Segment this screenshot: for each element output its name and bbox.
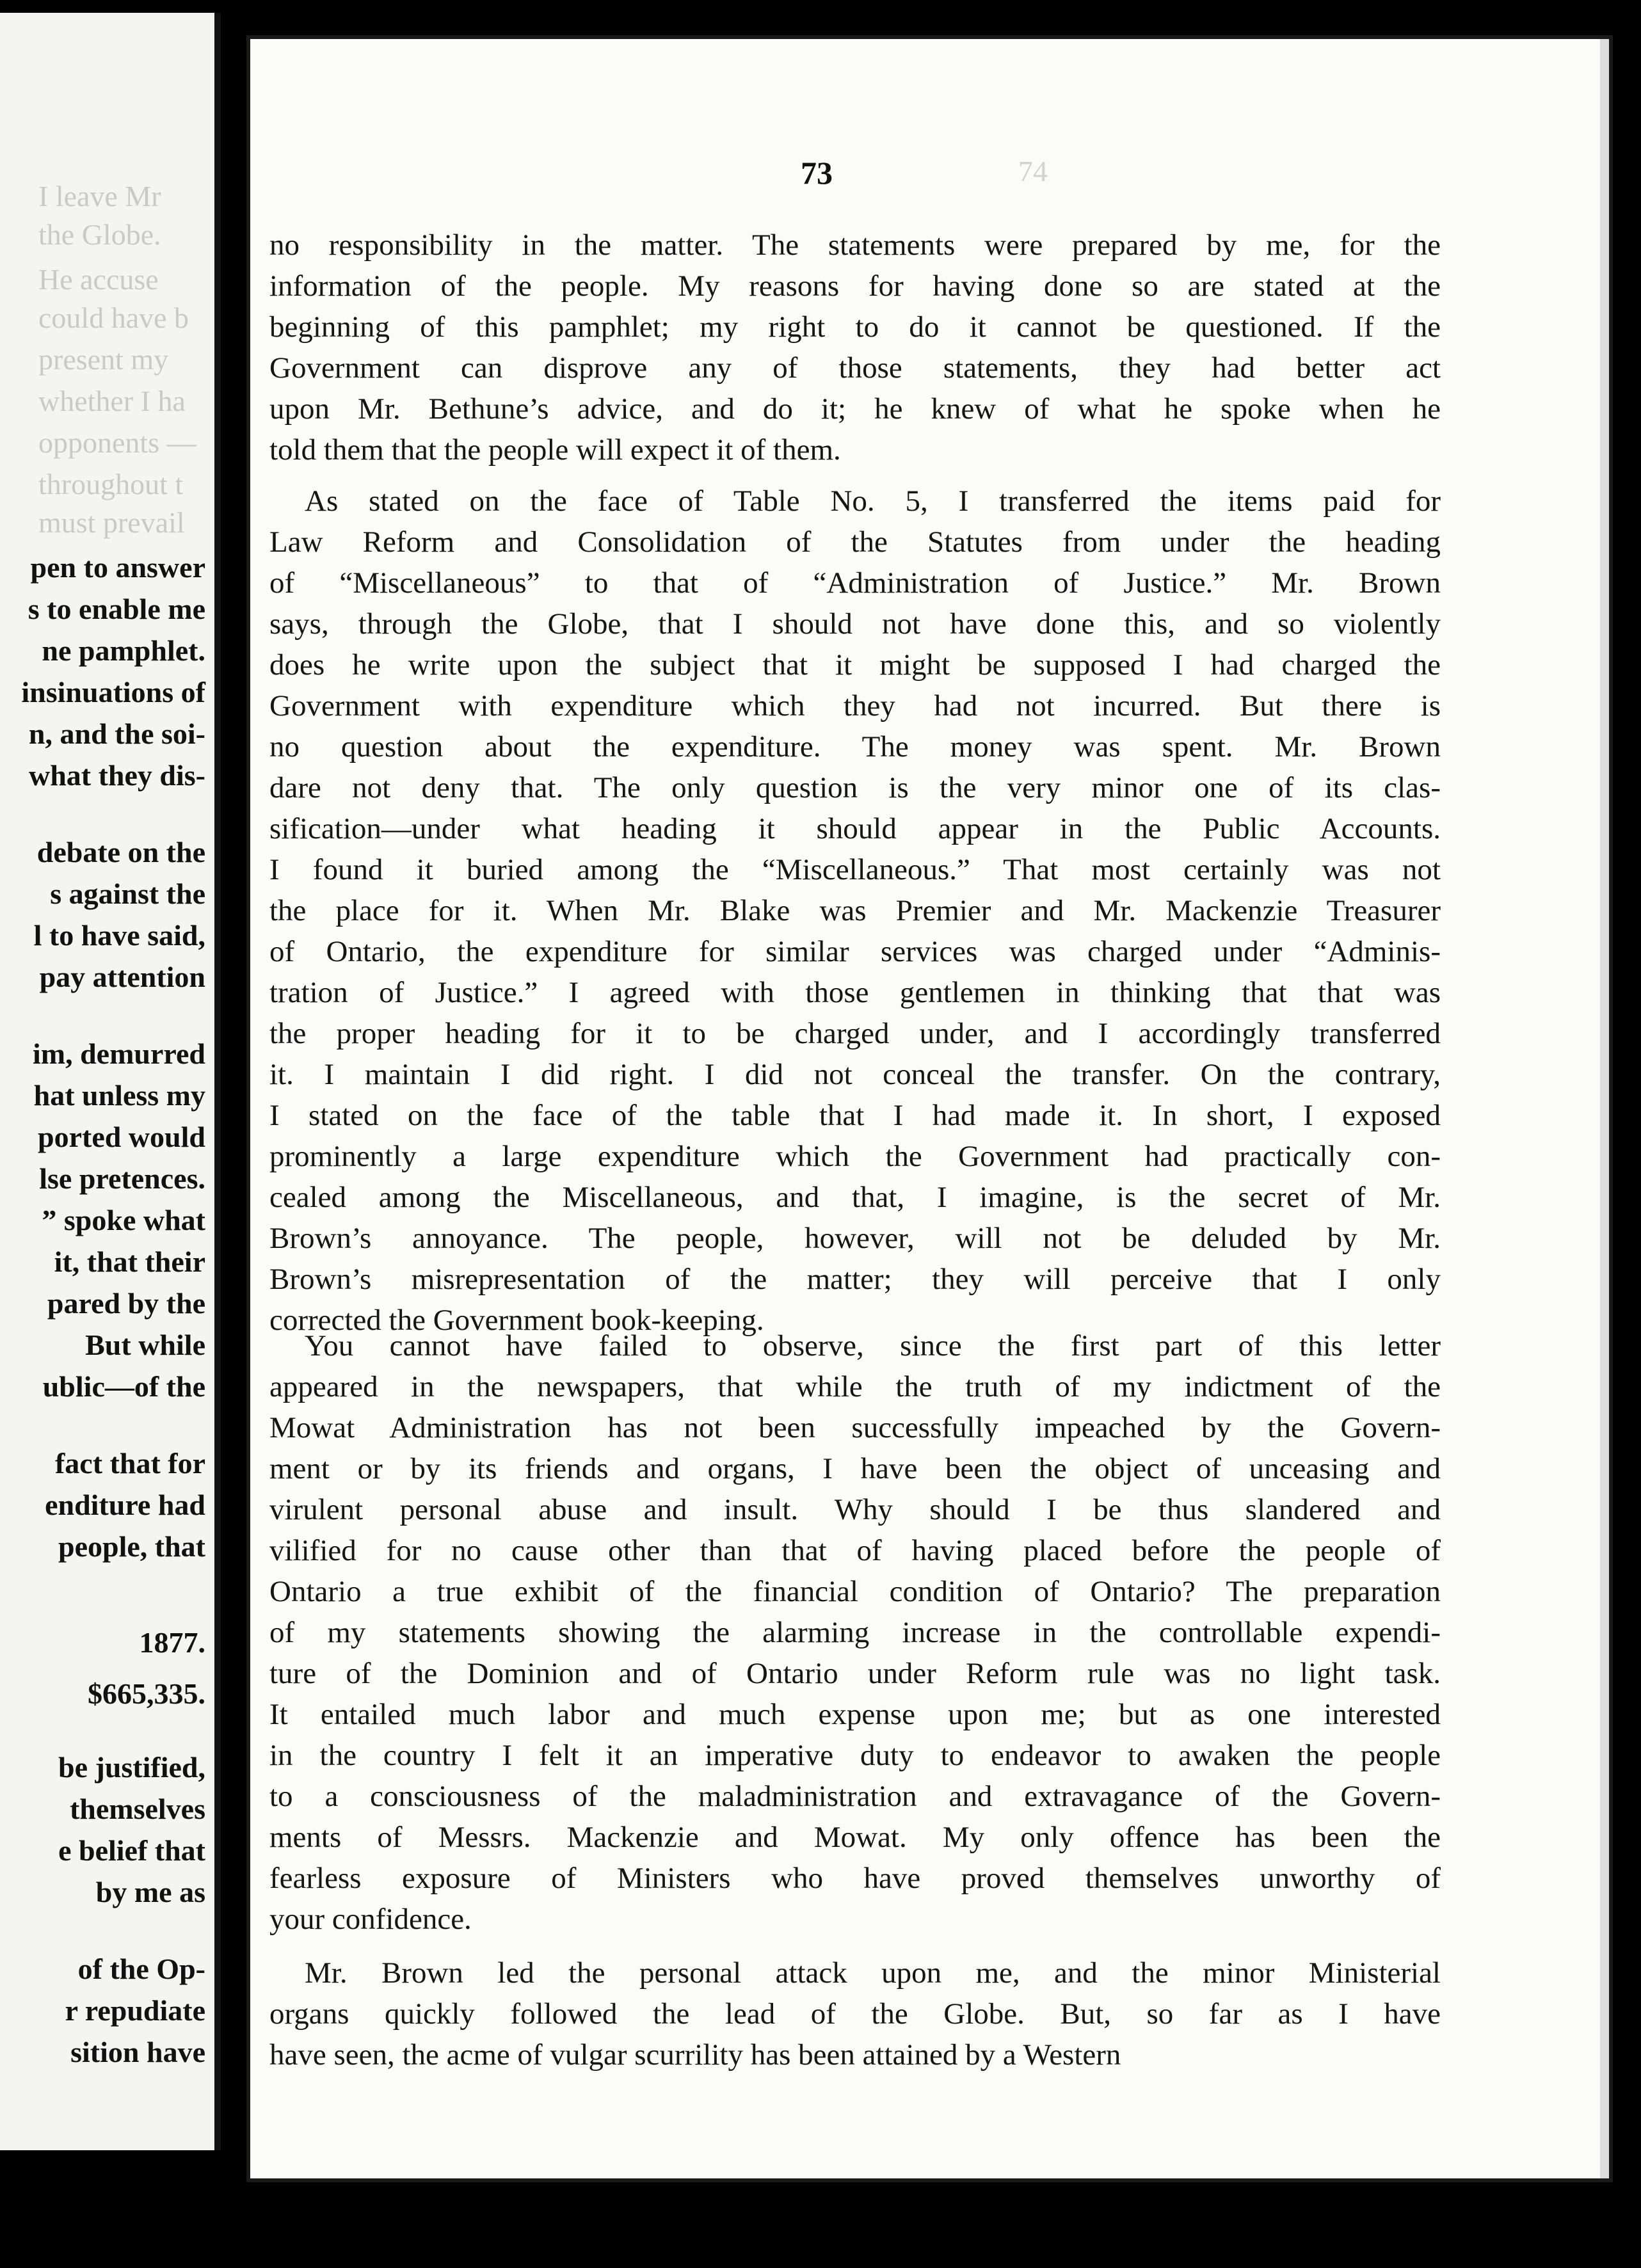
text-line: Mowat Administration has not been successfully impeached by the Govern- (269, 1411, 1441, 1444)
left-page-line: $665,335. (88, 1677, 205, 1710)
left-page-line: l to have said, (33, 919, 205, 952)
left-page-line: e belief that (58, 1834, 205, 1867)
left-page-ghost-line: I leave Mr (38, 180, 161, 212)
text-line: no responsibility in the matter. The statements were prepared by me, for the (269, 228, 1441, 262)
left-page-line: pared by the (47, 1287, 205, 1320)
left-page-line: lse pretences. (39, 1162, 205, 1195)
left-page-line: n, and the soi- (28, 717, 205, 750)
left-page-line: r repudiate (65, 1994, 205, 2027)
left-page-line: by me as (95, 1876, 205, 1908)
page-number: 73 (801, 155, 833, 191)
text-line: ment or by its friends and organs, I have been the object of unceasing and (269, 1452, 1441, 1485)
left-page-line: s against the (50, 877, 205, 910)
text-line: to a consciousness of the maladministration and extravagance of the Govern- (269, 1780, 1441, 1813)
text-line: does he write upon the subject that it might be supposed I had charged the (269, 648, 1441, 682)
text-line: Government can disprove any of those statements, they had better act (269, 351, 1441, 385)
left-page-ghost-line: present my (38, 343, 169, 376)
bleed-through-page-number: 74 (1018, 155, 1048, 188)
text-line: Brown’s misrepresentation of the matter; they will perceive that I only (269, 1263, 1441, 1296)
text-line: it. I maintain I did right. I did not conceal the transfer. On the contrary, (269, 1058, 1441, 1091)
text-line: prominently a large expenditure which the Government had practically con- (269, 1140, 1441, 1173)
text-line: vilified for no cause other than that of having placed before the people of (269, 1534, 1441, 1567)
text-line: You cannot have failed to observe, since the first part of this letter (305, 1329, 1441, 1362)
text-line: Law Reform and Consolidation of the Statutes from under the heading (269, 525, 1441, 559)
left-page-line: s to enable me (28, 593, 205, 625)
left-page-line: pen to answer (30, 551, 205, 584)
left-page-line: ublic—of the (42, 1370, 205, 1403)
text-line: appeared in the newspapers, that while the truth of my indictment of the (269, 1370, 1441, 1403)
text-line: information of the people. My reasons for having done so are stated at the (269, 269, 1441, 303)
left-page-line: 1877. (139, 1626, 205, 1659)
text-line: fearless exposure of Ministers who have proved themselves unworthy of (269, 1862, 1441, 1895)
paragraph (269, 225, 1441, 470)
left-page-ghost-line: whether I ha (38, 385, 186, 417)
left-page-ghost-line: throughout t (38, 468, 184, 500)
left-page-ghost-line: opponents — (38, 426, 196, 459)
left-page-line: debate on the (36, 836, 205, 868)
left-page-line: enditure had (45, 1489, 205, 1521)
paragraph (269, 1325, 1441, 1940)
text-line: told them that the people will expect it of them. (269, 433, 841, 467)
left-page-line: people, that (58, 1530, 205, 1563)
text-line: ments of Messrs. Mackenzie and Mowat. My only offence has been the (269, 1821, 1441, 1854)
left-page-ghost-line: He accuse (38, 263, 159, 296)
text-line: your confidence. (269, 1903, 472, 1936)
main-page (246, 35, 1613, 2182)
text-line: Brown’s annoyance. The people, however, will not be deluded by Mr. (269, 1222, 1441, 1255)
left-page-line: im, demurred (32, 1037, 205, 1070)
left-page-line: insinuations of (21, 676, 205, 708)
left-page-line: what they dis- (28, 759, 205, 792)
text-line: ture of the Dominion and of Ontario under Reform rule was no light task. (269, 1657, 1441, 1690)
text-line: It entailed much labor and much expense upon me; but as one interested (269, 1698, 1441, 1731)
text-line: Ontario a true exhibit of the financial condition of Ontario? The preparation (269, 1575, 1441, 1608)
left-page-line: pay attention (39, 961, 205, 993)
text-line: cealed among the Miscellaneous, and that, I imagine, is the secret of Mr. (269, 1181, 1441, 1214)
text-line: no question about the expenditure. The money was spent. Mr. Brown (269, 730, 1441, 763)
left-page-line: fact that for (54, 1447, 205, 1480)
text-line: Government with expenditure which they had not incurred. But there is (269, 689, 1441, 723)
text-line: dare not deny that. The only question is the very minor one of its clas- (269, 771, 1441, 804)
text-line: of my statements showing the alarming increase in the controllable expendi- (269, 1616, 1441, 1649)
left-page-line: of the Op- (77, 1953, 205, 1985)
left-page-line: But while (85, 1329, 205, 1361)
text-line: in the country I felt it an imperative duty to endeavor to awaken the people (269, 1739, 1441, 1772)
left-page-ghost-line: must prevail (38, 506, 185, 539)
text-line: I stated on the face of the table that I had made it. In short, I exposed (269, 1099, 1441, 1132)
text-line: of “Miscellaneous” to that of “Administration of Justice.” Mr. Brown (269, 566, 1441, 600)
text-line: As stated on the face of Table No. 5, I transferred the items paid for (305, 484, 1441, 518)
left-page-line: it, that their (54, 1245, 205, 1278)
text-line: tration of Justice.” I agreed with those gentlemen in thinking that that was (269, 976, 1441, 1009)
left-page-line: be justified, (58, 1751, 205, 1784)
text-line: the place for it. When Mr. Blake was Premier and Mr. Mackenzie Treasurer (269, 894, 1441, 927)
left-page-ghost-line: could have b (38, 301, 189, 334)
text-line: organs quickly followed the lead of the Globe. But, so far as I have (269, 1997, 1441, 2031)
paragraph (269, 1953, 1441, 2075)
text-line: virulent personal abuse and insult. Why should I be thus slandered and (269, 1493, 1441, 1526)
text-line: upon Mr. Bethune’s advice, and do it; he knew of what he spoke when he (269, 392, 1441, 426)
left-page-line: ported would (38, 1121, 205, 1153)
left-page-ghost-line: the Globe. (38, 218, 161, 251)
text-line: of Ontario, the expenditure for similar services was charged under “Adminis- (269, 935, 1441, 968)
left-page-line: ne pamphlet. (42, 634, 205, 667)
left-page-line: sition have (70, 2036, 205, 2068)
left-page-line: ” spoke what (42, 1204, 205, 1236)
text-line: the proper heading for it to be charged under, and I accordingly transferred (269, 1017, 1441, 1050)
text-line: says, through the Globe, that I should not have done this, and so violently (269, 607, 1441, 641)
text-line: corrected the Government book-keeping. (269, 1304, 764, 1337)
left-page-line: themselves (69, 1793, 205, 1825)
text-line: have seen, the acme of vulgar scurrility has been attained by a Western (269, 2038, 1121, 2072)
paragraph (269, 481, 1441, 1341)
left-facing-page (0, 13, 221, 2150)
left-page-line: hat unless my (33, 1079, 205, 1112)
page-edge (1600, 39, 1609, 2178)
text-line: sification—under what heading it should appear in the Public Accounts. (269, 812, 1441, 845)
text-line: beginning of this pamphlet; my right to do it cannot be questioned. If the (269, 310, 1441, 344)
text-line: Mr. Brown led the personal attack upon me, and the minor Ministerial (305, 1956, 1441, 1990)
text-line: I found it buried among the “Miscellaneous.” That most certainly was not (269, 853, 1441, 886)
